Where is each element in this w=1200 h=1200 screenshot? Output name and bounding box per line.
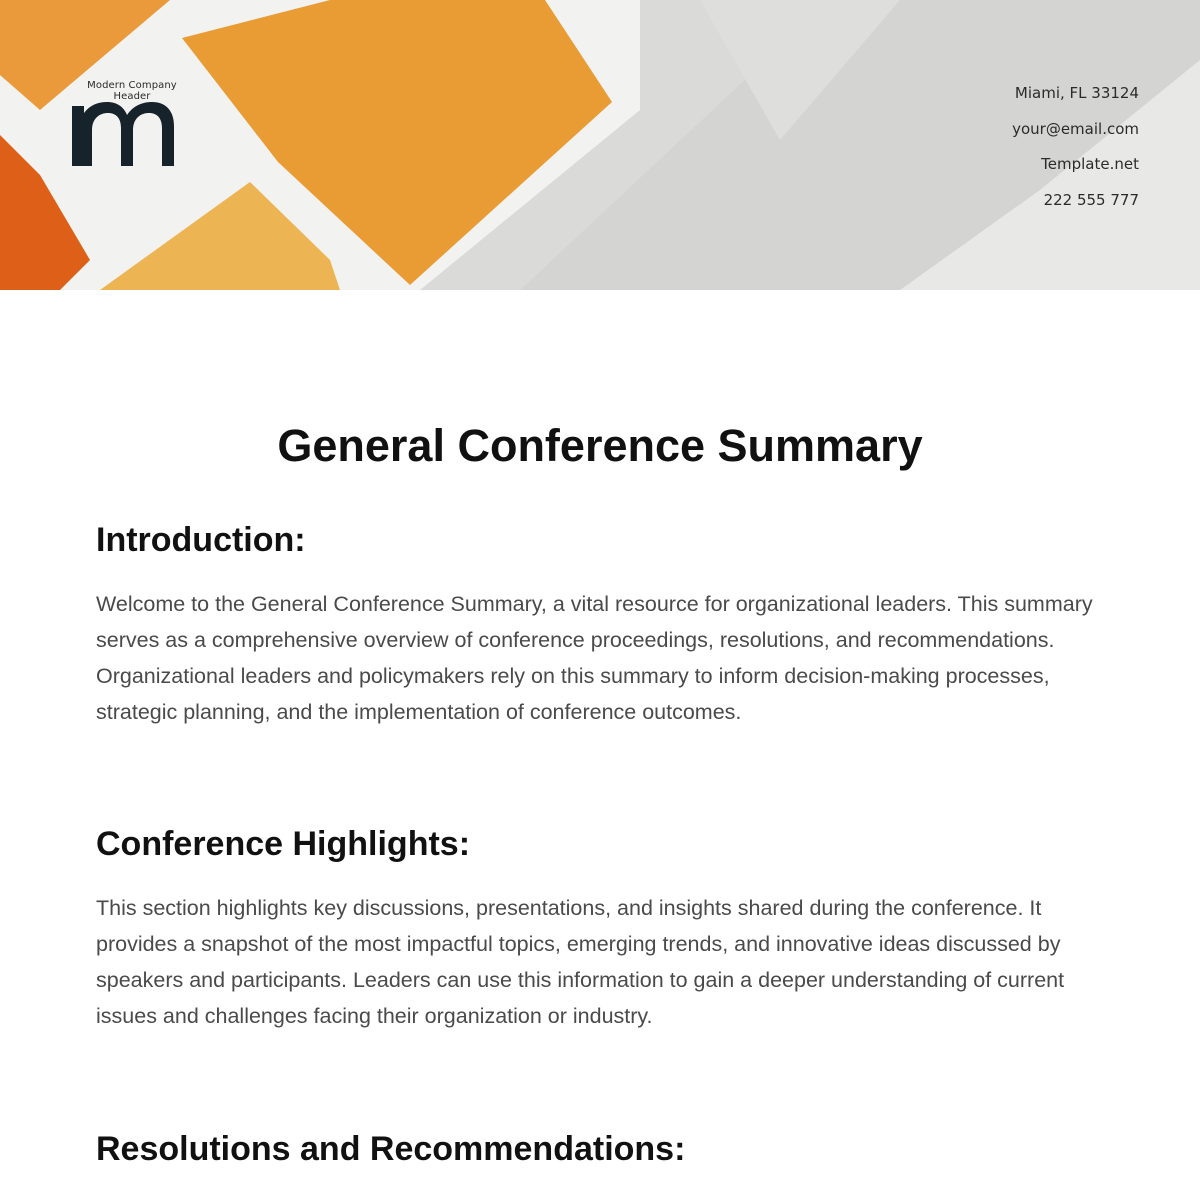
section-body-highlights: This section highlights key discussions, presentations, and insights shared during the conference. It provides a snapshot of the most impactful topics, emerging trends, and innovative ideas discussed by speakers and participants. Leaders can use this information to gain a deeper understanding of current issues and challenges facing their organization or industry. — [96, 896, 1065, 1028]
contact-email[interactable]: your@email.com — [1012, 119, 1139, 138]
section-heading-introduction: Introduction: — [96, 521, 306, 559]
contact-block — [1012, 82, 1139, 224]
section-heading-highlights: Conference Highlights: — [96, 825, 471, 863]
contact-phone: 222 555 777 — [1043, 190, 1139, 209]
page-title: General Conference Summary — [277, 420, 923, 471]
company-logo — [62, 80, 202, 102]
section-body-introduction: Welcome to the General Conference Summary, a vital resource for organizational leaders. This summary serves as a comprehensive overview of conference proceedings, resolutions, and recommendations. Organizational leaders and policymakers rely on this summary to inform decision-making processes, strategic planning, and the implementation of conference outcomes. — [96, 592, 1093, 724]
header-banner — [0, 0, 1200, 290]
contact-website[interactable]: Template.net — [1041, 155, 1139, 173]
logo-caption-line1: Modern Company — [87, 80, 177, 91]
section-heading-resolutions: Resolutions and Recommendations: — [96, 1130, 686, 1168]
logo-caption-line2: Header — [113, 91, 151, 102]
logo-m-icon — [62, 80, 182, 172]
contact-address: Miami, FL 33124 — [1014, 84, 1139, 102]
